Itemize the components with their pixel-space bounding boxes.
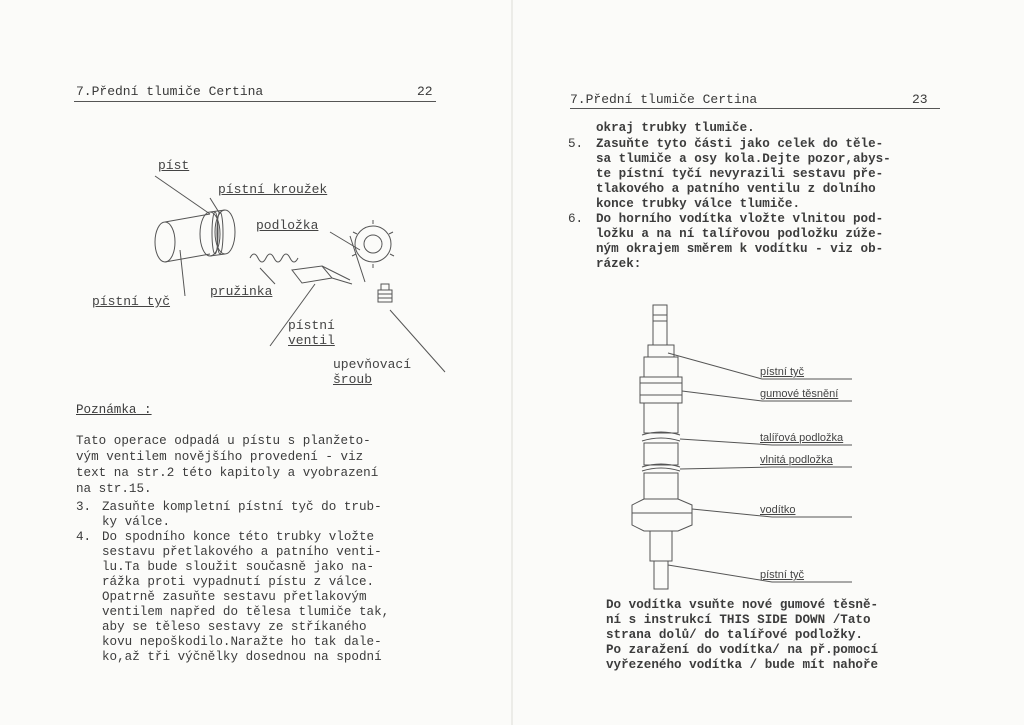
label-pist: píst bbox=[158, 158, 190, 173]
step3-line-1: Zasuňte kompletní pístní tyč do trub- bbox=[102, 500, 382, 514]
label-upevnovaci-sroub-2: šroub bbox=[333, 372, 373, 387]
label-pistni-tyc-bottom: pístní tyč bbox=[760, 569, 805, 581]
label-pistni-tyc: pístní tyč bbox=[92, 294, 171, 309]
header-rule bbox=[570, 108, 940, 109]
step4-line-5: Opatrně zasuňte sestavu přetlakovým bbox=[102, 590, 367, 604]
bottom-line-1: Do vodítka vsuňte nové gumové těsně- bbox=[606, 598, 879, 612]
valve-drawing bbox=[292, 266, 352, 284]
note-line-3: text na str.2 této kapitoly a vyobrazení bbox=[76, 466, 379, 480]
leader-pruzinka bbox=[260, 268, 275, 284]
step4-line-4: rážka proti vypadnutí pístu z válce. bbox=[102, 575, 375, 589]
step6-line-3: ným okrajem směrem k vodítku - viz ob- bbox=[596, 242, 884, 256]
step4-line-7: aby se těleso sestavy ze stříkaného bbox=[102, 620, 367, 634]
label-podlozka: podložka bbox=[256, 218, 319, 233]
step5-number: 5. bbox=[568, 137, 584, 151]
step6-line-1: Do horního vodítka vložte vlnitou pod- bbox=[596, 212, 884, 226]
step6-line-4: rázek: bbox=[596, 257, 642, 271]
leader-podlozka bbox=[330, 232, 365, 282]
screw-drawing bbox=[378, 284, 392, 302]
bottom-line-4: Po zaražení do vodítka/ na př.pomocí bbox=[606, 643, 879, 657]
label-vlnita-podlozka: vlnitá podložka bbox=[760, 454, 833, 466]
guide-assembly-drawing bbox=[622, 295, 882, 595]
step5-line-1: Zasuňte tyto části jako celek do těle- bbox=[596, 137, 884, 151]
step4-number: 4. bbox=[76, 530, 92, 544]
step4-line-9: ko,až tři výčnělky dosednou na spodní bbox=[102, 650, 382, 664]
label-pistni-tyc-top: pístní tyč bbox=[760, 366, 805, 378]
right-page bbox=[512, 0, 1024, 725]
page-number: 22 bbox=[417, 84, 433, 99]
spring-drawing bbox=[250, 254, 298, 262]
label-pistni-ventil-2: ventil bbox=[288, 333, 335, 348]
step4-line-2: sestavu přetlakového a patního venti- bbox=[102, 545, 382, 559]
note-line-4: na str.15. bbox=[76, 482, 152, 496]
note-line-1: Tato operace odpadá u pístu s planžeto- bbox=[76, 434, 371, 448]
label-talirova-podlozka: talířová podložka bbox=[760, 432, 844, 444]
piston-rod-drawing bbox=[155, 210, 235, 262]
step5-line-3: te pístní tyčí nevyrazili sestavu pře- bbox=[596, 167, 884, 181]
step5-line-2: sa tlumiče a osy kola.Dejte pozor,abys- bbox=[596, 152, 891, 166]
step4-line-1: Do spodního konce této trubky vložte bbox=[102, 530, 375, 544]
page-number: 23 bbox=[912, 92, 928, 107]
guide-upper-drawing bbox=[640, 345, 682, 499]
step3-line-2: ky válce. bbox=[102, 515, 171, 529]
step6-line-2: ložku a na ní talířovou podložku zúže- bbox=[596, 227, 884, 241]
page-header-title: 7.Přední tlumiče Certina bbox=[570, 92, 758, 107]
label-gumove-tesneni: gumové těsnění bbox=[760, 388, 839, 400]
leader-pist bbox=[155, 176, 210, 214]
step4-line-3: lu.Ta bude sloužit současně jako na- bbox=[102, 560, 375, 574]
label-upevnovaci-sroub-1: upevňovací bbox=[333, 357, 412, 372]
bottom-line-5: vyřezeného vodítka / bude mít nahoře bbox=[606, 658, 879, 672]
note-line-2: vým ventilem novějšího provedení - viz bbox=[76, 450, 364, 464]
leader-vlnita bbox=[680, 467, 852, 469]
label-pruzinka: pružinka bbox=[210, 284, 273, 299]
rod-top-drawing bbox=[653, 305, 667, 345]
page-header-title: 7.Přední tlumiče Certina bbox=[76, 84, 264, 99]
step4-line-6: ventilem napřed do tělesa tlumiče tak, bbox=[102, 605, 390, 619]
label-pistni-kruzek: pístní kroužek bbox=[218, 182, 328, 197]
step5-line-4: tlakového a patního ventilu z dolního bbox=[596, 182, 876, 196]
note-heading: Poznámka : bbox=[76, 403, 152, 417]
bottom-line-3: strana dolů/ do talířové podložky. bbox=[606, 628, 863, 642]
bottom-line-2: ní s instrukcí THIS SIDE DOWN /Tato bbox=[606, 613, 871, 627]
step5-line-5: konce trubky válce tlumiče. bbox=[596, 197, 801, 211]
continued-line: okraj trubky tlumiče. bbox=[596, 121, 755, 135]
step4-line-8: kovu nepoškodilo.Naražte ho tak dale- bbox=[102, 635, 382, 649]
label-pistni-ventil-1: pístní bbox=[288, 318, 335, 333]
rod-bottom-drawing bbox=[654, 561, 668, 589]
step3-number: 3. bbox=[76, 500, 92, 514]
leader-tyc bbox=[180, 250, 185, 296]
header-rule bbox=[74, 101, 436, 102]
step6-number: 6. bbox=[568, 212, 584, 226]
label-voditko: vodítko bbox=[760, 504, 796, 516]
guide-body-drawing bbox=[632, 499, 692, 561]
